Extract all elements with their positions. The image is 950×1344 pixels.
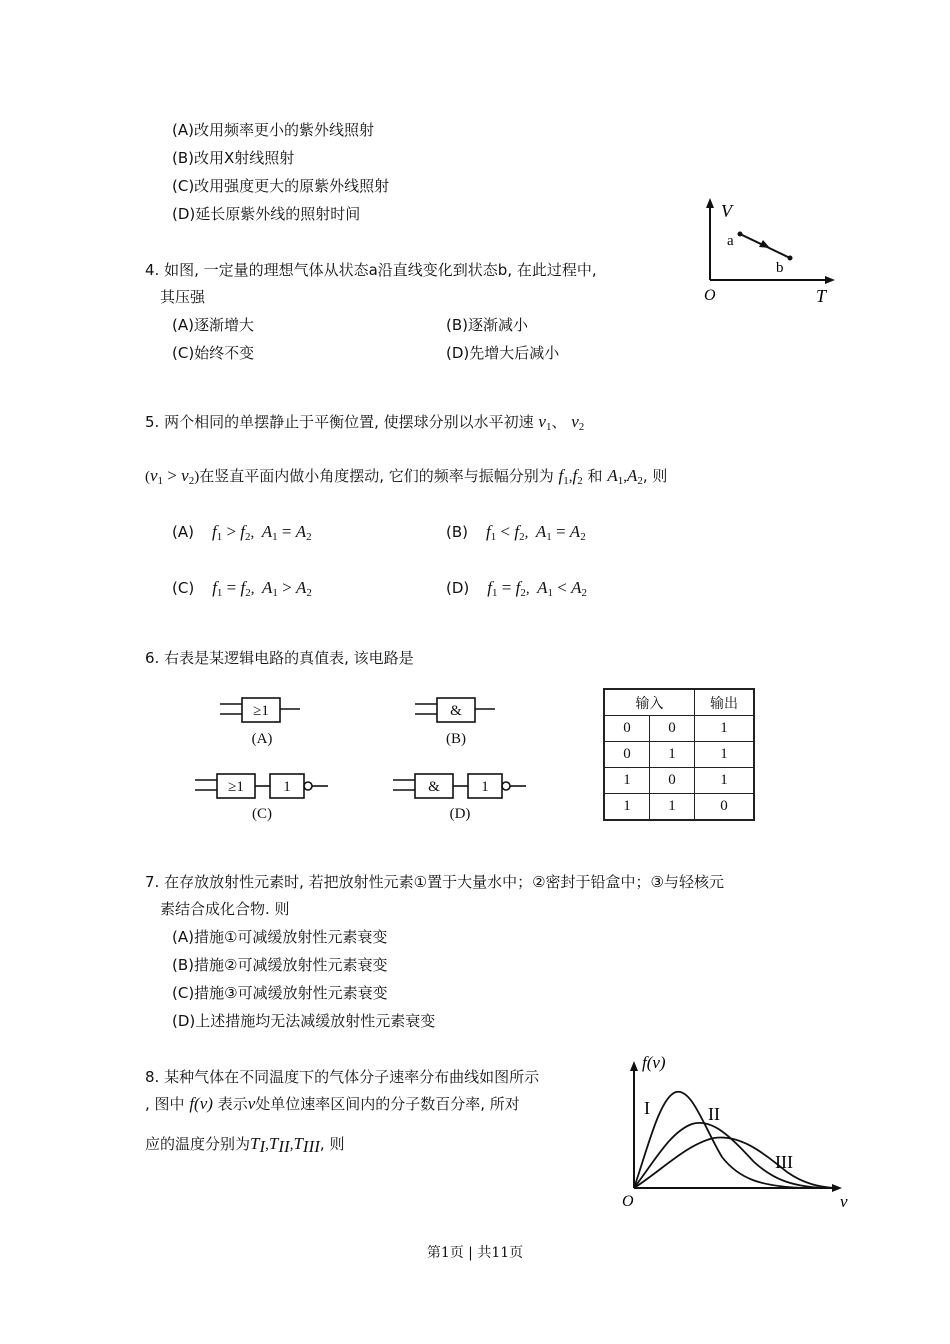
curve-ii [634, 1123, 822, 1188]
option-label: (A) [172, 523, 194, 541]
gate-d-not-text: 1 [481, 779, 489, 795]
q3-option-b: (B)改用X射线照射 [172, 149, 295, 167]
q5-option-b: (B) $f_1 < f_2$, $A_1 = A_2$ [446, 522, 586, 543]
table-row [604, 794, 754, 821]
cell: 0 [604, 716, 650, 742]
option-label: (D) [446, 579, 470, 597]
gate-d-symbol [393, 774, 526, 798]
q5-stem-line2: $(v_1 > v_2)$在竖直平面内做小角度摆动, 它们的频率与振幅分别为 $f_1,f_2$ 和 $A_1,A_2$, 则 [145, 466, 668, 487]
curve-iii-label: III [775, 1152, 793, 1172]
q4-stem-line2: 其压强 [160, 288, 206, 306]
gate-c-text: ≥1 [228, 779, 244, 795]
gate-c-not-text: 1 [283, 779, 291, 795]
q3-option-c: (C)改用强度更大的原紫外线照射 [172, 177, 390, 195]
gate-a-label: (A) [251, 731, 273, 747]
q4-stem-line1: 4. 如图, 一定量的理想气体从状态a沿直线变化到状态b, 在此过程中, [145, 261, 597, 279]
gate-c-label: (C) [252, 806, 272, 822]
q4-option-a: (A)逐渐增大 [172, 316, 254, 334]
q8-stem-line2: , 图中 f(v) 表示v处单位速率区间内的分子数百分率, 所对 [145, 1094, 520, 1113]
q4-v-label: V [721, 201, 732, 221]
option-label: (C) [172, 579, 195, 597]
gate-d-label: (D) [449, 806, 471, 822]
q7-stem-line2: 素结合成化合物. 则 [160, 900, 290, 918]
q3-option-a: (A)改用频率更小的紫外线照射 [172, 121, 374, 139]
cell: 1 [604, 794, 650, 821]
gate-b-label: (B) [446, 731, 466, 747]
q4-option-b: (B)逐渐减小 [446, 316, 528, 334]
q7-option-a: (A)措施①可减缓放射性元素衰变 [172, 928, 388, 946]
q5-stem-line1: 5. 两个相同的单摆静止于平衡位置, 使摆球分别以水平初速 $v_1$、 $v_2$ [145, 412, 585, 433]
q4-option-c: (C)始终不变 [172, 344, 255, 362]
cell: 0 [650, 716, 695, 742]
truth-table [603, 688, 755, 821]
q4-point-a-label: a [727, 233, 734, 249]
q8-f-label: f(v) [642, 1053, 666, 1072]
q8-distribution-graph [612, 1052, 857, 1212]
cell: 1 [695, 768, 755, 794]
q4-origin-label: O [704, 287, 716, 304]
q8-stem-line1: 8. 某种气体在不同温度下的气体分子速率分布曲线如图所示 [145, 1068, 540, 1086]
curve-iii [634, 1137, 834, 1188]
cell: 0 [695, 794, 755, 821]
q5-option-a: (A) $f_1 > f_2$, $A_1 = A_2$ [172, 522, 312, 543]
curve-ii-label: II [708, 1104, 720, 1124]
gate-c-symbol [195, 774, 328, 798]
option-label: (B) [446, 523, 468, 541]
cell: 1 [650, 794, 695, 821]
cell: 1 [604, 768, 650, 794]
cell: 1 [695, 742, 755, 768]
q8-v-label: v [840, 1192, 848, 1211]
q7-stem-line1: 7. 在存放放射性元素时, 若把放射性元素①置于大量水中；②密封于铅盒中；③与轻核元 [145, 873, 724, 891]
table-row [604, 742, 754, 768]
q7-option-b: (B)措施②可减缓放射性元素衰变 [172, 956, 388, 974]
q7-option-c: (C)措施③可减缓放射性元素衰变 [172, 984, 388, 1002]
table-row [604, 716, 754, 742]
curve-i-label: I [644, 1098, 650, 1118]
q4-point-b-label: b [776, 260, 784, 276]
q8-origin-label: O [622, 1193, 634, 1210]
q4-vt-graph [690, 198, 840, 308]
q3-option-d: (D)延长原紫外线的照射时间 [172, 205, 361, 223]
q5-option-d: (D) $f_1 = f_2$, $A_1 < A_2$ [446, 578, 587, 599]
cell: 0 [604, 742, 650, 768]
q6-gates [190, 690, 550, 830]
q6-stem: 6. 右表是某逻辑电路的真值表, 该电路是 [145, 649, 414, 667]
q4-t-label: T [816, 286, 827, 306]
cell: 1 [650, 742, 695, 768]
page-footer: 第1页 | 共11页 [426, 1245, 524, 1261]
q5-option-c: (C) $f_1 = f_2$, $A_1 > A_2$ [172, 578, 312, 599]
truth-table-header-input: 输入 [604, 689, 695, 716]
cell: 0 [650, 768, 695, 794]
q4-option-d: (D)先增大后减小 [446, 344, 560, 362]
cell: 1 [695, 716, 755, 742]
gate-b-text: & [450, 703, 462, 719]
table-row [604, 768, 754, 794]
q7-option-d: (D)上述措施均无法减缓放射性元素衰变 [172, 1012, 436, 1030]
gate-d-text: & [428, 779, 440, 795]
truth-table-header-output: 输出 [695, 689, 755, 716]
q8-stem-line3: 应的温度分别为$T_I,T_{II},T_{III}$, 则 [145, 1134, 345, 1156]
gate-a-text: ≥1 [253, 703, 269, 719]
